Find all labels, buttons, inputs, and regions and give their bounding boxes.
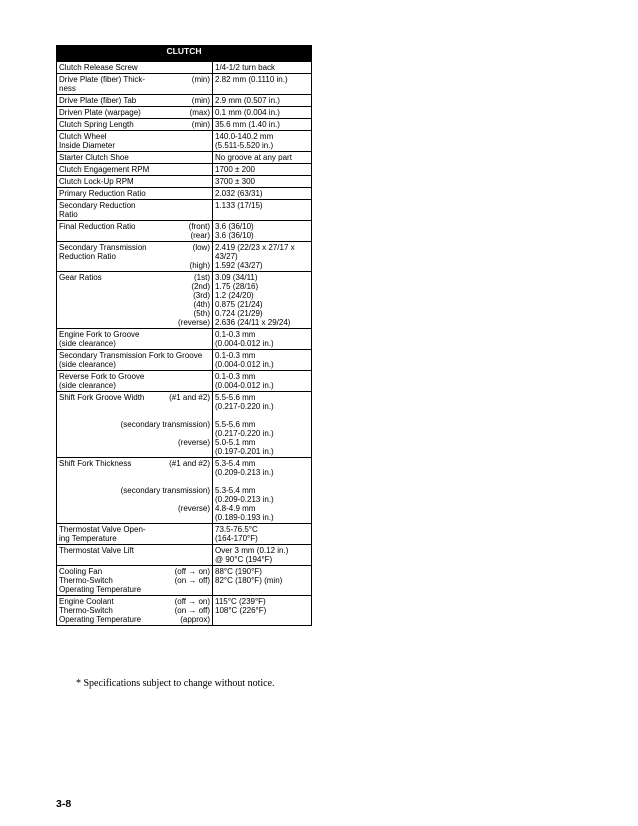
row-value-cell — [213, 545, 312, 566]
row-value-cell — [213, 329, 312, 350]
row-value-cell — [213, 392, 312, 458]
row-label-cell — [57, 329, 213, 350]
row-value: (0.217-0.220 in.) — [215, 402, 274, 411]
row-label: Shift Fork Groove Width — [59, 393, 145, 402]
table-row — [57, 188, 312, 200]
row-qualifier: (max) — [189, 108, 210, 117]
row-value: (0.004-0.012 in.) — [215, 360, 274, 369]
row-label-cell — [57, 566, 213, 596]
row-label: Secondary Transmission Fork to Groove — [59, 351, 203, 360]
row-qualifier: (off → on) — [174, 567, 210, 576]
row-qualifier: (1st) — [194, 273, 210, 282]
row-label: Final Reduction Ratio — [59, 222, 136, 231]
row-label-cell — [57, 107, 213, 119]
row-label-cell — [57, 74, 213, 95]
row-label: Drive Plate (fiber) Tab — [59, 96, 137, 105]
row-label: Clutch Wheel — [59, 132, 107, 141]
table-row — [57, 95, 312, 107]
row-label-cont: (side clearance) — [59, 360, 116, 369]
row-qualifier: (3rd) — [193, 291, 210, 300]
row-value: @ 90°C (194°F) — [215, 555, 273, 564]
row-qualifier: (reverse) — [177, 438, 210, 447]
row-qualifier: (low) — [192, 243, 210, 252]
row-label-cont: Inside Diameter — [59, 141, 116, 150]
row-value: 1.2 (24/20) — [215, 291, 254, 300]
table-row — [57, 371, 312, 392]
row-value: 82°C (180°F) (min) — [215, 576, 283, 585]
row-label-cell — [57, 371, 213, 392]
page-number: 3-8 — [56, 798, 72, 810]
row-value-cell — [213, 596, 312, 626]
table-row — [57, 545, 312, 566]
row-qualifier: (off → on) — [174, 597, 210, 606]
table-row — [57, 242, 312, 272]
row-value: 5.5-5.6 mm — [215, 420, 256, 429]
row-value-cell — [213, 272, 312, 329]
row-value: 0.875 (21/24) — [215, 300, 263, 309]
row-label-cont: ing Temperature — [59, 534, 117, 543]
row-value-cell — [213, 242, 312, 272]
row-value-cell — [213, 350, 312, 371]
row-label-cell — [57, 272, 213, 329]
row-value: (164-170°F) — [215, 534, 258, 543]
row-value: 2.82 mm (0.1110 in.) — [213, 74, 312, 95]
row-value: 3.09 (34/11) — [215, 273, 258, 282]
row-label: Thermostat Valve Open- — [59, 525, 146, 534]
row-label-cell — [57, 524, 213, 545]
table-title: CLUTCH — [57, 46, 312, 62]
table-row — [57, 221, 312, 242]
row-value: 2.032 (63/31) — [213, 188, 312, 200]
row-value-cell — [213, 524, 312, 545]
table-row — [57, 350, 312, 371]
row-value: Over 3 mm (0.12 in.) — [215, 546, 289, 555]
row-label-cell — [57, 131, 213, 152]
row-label-cell — [57, 95, 213, 107]
table-row — [57, 164, 312, 176]
row-value: 5.3-5.4 mm — [215, 486, 256, 495]
row-value: 3.6 (36/10) — [215, 231, 254, 240]
row-value: 88°C (190°F) — [215, 567, 262, 576]
row-value: 5.5-5.6 mm — [215, 393, 256, 402]
row-value: 1/4-1/2 turn back — [213, 62, 312, 74]
row-value-cell — [213, 371, 312, 392]
row-label-cont: Ratio — [59, 210, 78, 219]
row-value: 5.3-5.4 mm — [215, 459, 256, 468]
row-label: Clutch Lock-Up RPM — [57, 176, 213, 188]
row-value: 2.9 mm (0.507 in.) — [213, 95, 312, 107]
row-value: No groove at any part — [213, 152, 312, 164]
footnote: * Specifications subject to change without notice. — [76, 678, 275, 689]
row-qualifier: (min) — [191, 120, 210, 129]
row-value-cell — [213, 566, 312, 596]
row-value: 0.1-0.3 mm — [215, 372, 256, 381]
row-value: 5.0-5.1 mm — [215, 438, 256, 447]
row-label: Driven Plate (warpage) — [59, 108, 141, 117]
table-row — [57, 107, 312, 119]
row-label: Starter Clutch Shoe — [57, 152, 213, 164]
row-qualifier: (rear) — [190, 231, 210, 240]
row-label: Clutch Engagement RPM — [57, 164, 213, 176]
table-row — [57, 176, 312, 188]
row-qualifier: (reverse) — [177, 318, 210, 327]
row-qualifier: (2nd) — [191, 282, 210, 291]
row-label: Thermostat Valve Lift — [57, 545, 213, 566]
row-qualifier: (on → off) — [174, 606, 210, 615]
row-value: 2.636 (24/11 x 29/24) — [215, 318, 291, 327]
table-row — [57, 596, 312, 626]
row-qualifier: (5th) — [193, 309, 210, 318]
row-value: 0.1 mm (0.004 in.) — [213, 107, 312, 119]
table-row — [57, 329, 312, 350]
row-value: 3700 ± 300 — [213, 176, 312, 188]
row-qualifier: (secondary transmission) — [120, 420, 210, 429]
row-value: 1.592 (43/27) — [215, 261, 263, 270]
table-row — [57, 74, 312, 95]
table-row — [57, 566, 312, 596]
row-qualifier: (approx) — [180, 615, 210, 624]
row-value: 140.0-140.2 mm — [215, 132, 274, 141]
row-value-cell — [213, 221, 312, 242]
row-label-cont: ness — [59, 84, 76, 93]
row-label-cont: Operating Temperature — [59, 585, 142, 594]
row-qualifier: (min) — [191, 96, 210, 105]
row-label-cell — [57, 200, 213, 221]
row-qualifier: (secondary transmission) — [120, 486, 210, 495]
row-label-cell — [57, 350, 213, 371]
row-label-cont: Operating Temperature — [59, 615, 142, 624]
row-value: 4.8-4.9 mm — [215, 504, 256, 513]
table-row — [57, 392, 312, 458]
row-qualifier: (high) — [189, 261, 210, 270]
row-value: (0.189-0.193 in.) — [215, 513, 274, 522]
row-label-cell — [57, 458, 213, 524]
row-label: Secondary Reduction — [59, 201, 136, 210]
row-value: 0.724 (21/29) — [215, 309, 263, 318]
table-row — [57, 152, 312, 164]
row-value: 3.6 (36/10) — [215, 222, 254, 231]
row-label: Drive Plate (fiber) Thick- — [59, 75, 146, 84]
row-label-cell — [57, 242, 213, 272]
row-value: 115°C (239°F) — [215, 597, 266, 606]
row-label: Shift Fork Thickness — [59, 459, 132, 468]
row-value: (0.004-0.012 in.) — [215, 381, 274, 390]
row-value: 0.1-0.3 mm — [215, 351, 256, 360]
row-label: Reverse Fork to Groove — [59, 372, 145, 381]
clutch-spec-table — [56, 45, 312, 626]
table-row — [57, 131, 312, 152]
table-row — [57, 200, 312, 221]
row-label-cont: (side clearance) — [59, 339, 116, 348]
row-label: Engine Fork to Groove — [59, 330, 140, 339]
row-value: 108°C (226°F) — [215, 606, 267, 615]
table-row — [57, 272, 312, 329]
table-row — [57, 458, 312, 524]
row-qualifier: (on → off) — [174, 576, 210, 585]
row-value: (0.197-0.201 in.) — [215, 447, 274, 456]
row-label-cont: Reduction Ratio — [59, 252, 116, 261]
row-value-cell — [213, 458, 312, 524]
row-label: Secondary Transmission — [59, 243, 147, 252]
row-label-cell — [57, 119, 213, 131]
row-label: Gear Ratios — [59, 273, 102, 282]
row-label: Clutch Spring Length — [59, 120, 134, 129]
row-qualifier: (reverse) — [177, 504, 210, 513]
row-label-cont: Thermo-Switch — [59, 606, 113, 615]
row-qualifier: (min) — [191, 75, 210, 84]
row-label: Clutch Release Screw — [57, 62, 213, 74]
row-label-cont: (side clearance) — [59, 381, 116, 390]
table-header-row — [57, 46, 312, 62]
table-row — [57, 62, 312, 74]
row-qualifier: (front) — [188, 222, 210, 231]
row-value: 35.6 mm (1.40 in.) — [213, 119, 312, 131]
row-label-cont: Thermo-Switch — [59, 576, 113, 585]
row-label-cell — [57, 596, 213, 626]
row-value: (0.004-0.012 in.) — [215, 339, 274, 348]
row-value: 1.75 (28/16) — [215, 282, 259, 291]
row-value: (5.511-5.520 in.) — [215, 141, 274, 150]
row-label-cell — [57, 221, 213, 242]
row-qualifier: (4th) — [193, 300, 210, 309]
row-value-cell — [213, 131, 312, 152]
row-value: (0.209-0.213 in.) — [215, 495, 274, 504]
row-value: 1700 ± 200 — [213, 164, 312, 176]
row-value: 73.5-76.5°C — [215, 525, 258, 534]
row-value: 2.419 (22/23 x 27/17 x — [215, 243, 295, 252]
table-row — [57, 524, 312, 545]
row-value: 1.133 (17/15) — [213, 200, 312, 221]
row-value: 0.1-0.3 mm — [215, 330, 256, 339]
row-value: (0.209-0.213 in.) — [215, 468, 274, 477]
table-row — [57, 119, 312, 131]
row-label: Primary Reduction Ratio — [57, 188, 213, 200]
row-qualifier: (#1 and #2) — [169, 459, 210, 468]
row-value: (0.217-0.220 in.) — [215, 429, 274, 438]
row-label-cell — [57, 392, 213, 458]
row-qualifier: (#1 and #2) — [169, 393, 210, 402]
row-label: Cooling Fan — [59, 567, 103, 576]
row-value: 43/27) — [215, 252, 238, 261]
row-label: Engine Coolant — [59, 597, 114, 606]
